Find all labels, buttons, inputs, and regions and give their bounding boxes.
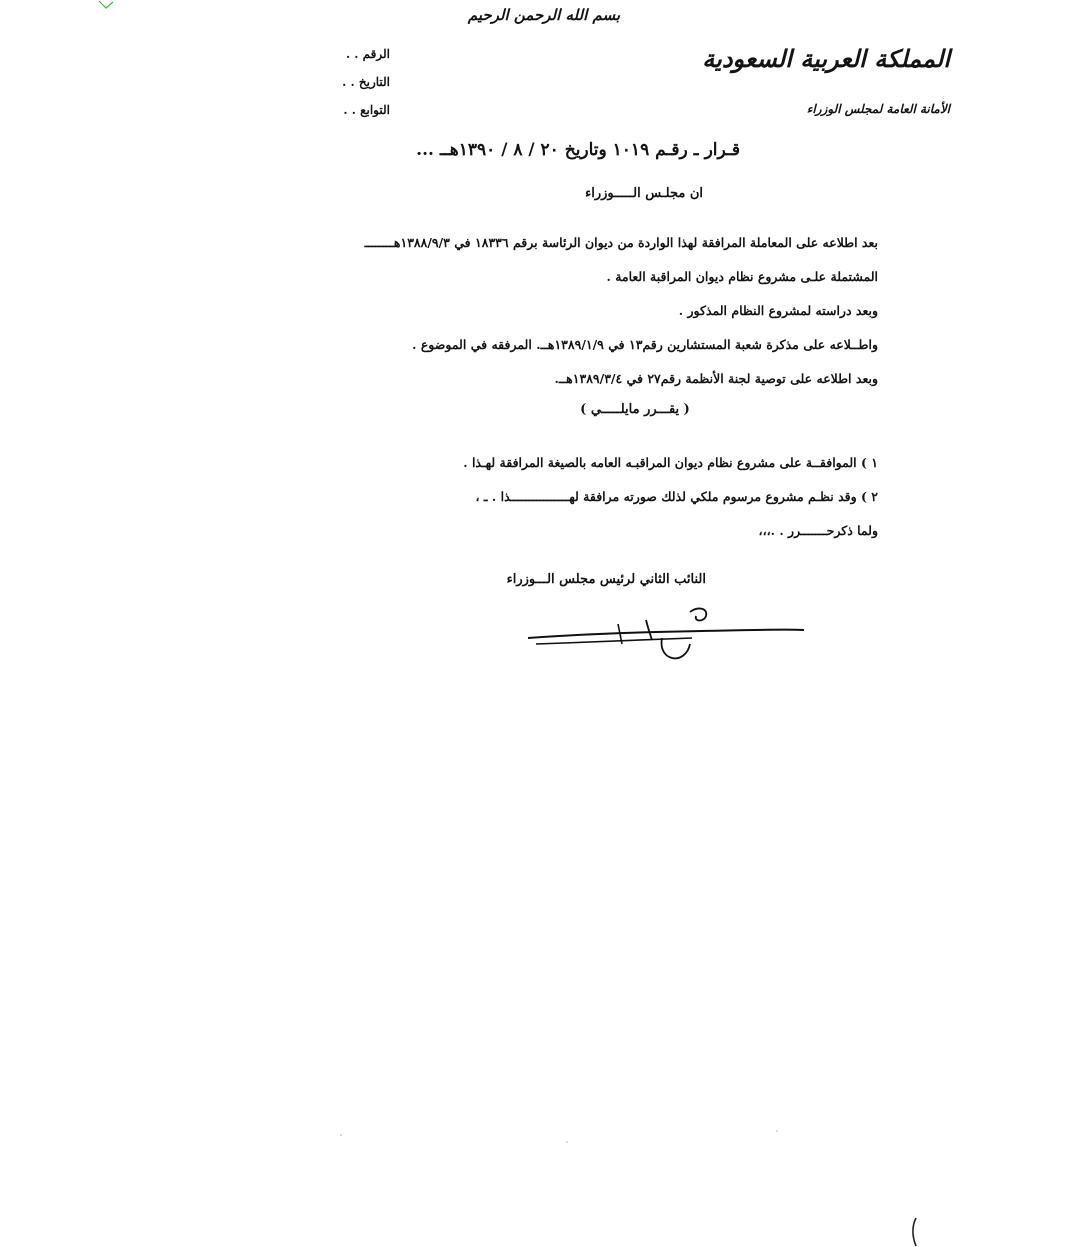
meta-attachments: التوابع . . — [343, 103, 390, 117]
resolves-heading: ( يقـــرر مايلـــــي ) — [580, 402, 690, 417]
scan-speck — [340, 1134, 342, 1136]
corner-mark — [98, 0, 114, 10]
scan-speck — [776, 1130, 778, 1132]
basmala: بسم الله الرحمن الرحيم — [467, 6, 620, 24]
handwritten-signature — [522, 598, 812, 668]
resolution-items — [298, 446, 878, 548]
scan-speck — [566, 1141, 568, 1143]
meta-number: الرقم . . — [345, 47, 390, 61]
preamble-line: بعد اطلاعه على المعاملة المرافقة لهذا الواردة من ديوان الرئاسة برقم ١٨٣٣٦ في ١٣٨٨/٩/٣هــــــــ — [364, 235, 878, 250]
page-edge-mark — [906, 1216, 926, 1247]
preamble — [148, 226, 878, 396]
secretariat-heading: الأمانة العامة لمجلس الوزراء — [806, 102, 950, 116]
resolution-item: ٢ ) وقد نظـم مشروع مرسوم ملكي لذلك صورته مرافقة لهــــــــــــــــذا . ـ ، — [475, 489, 878, 504]
preamble-line: واطــلاعه على مذكرة شعبة المستشارين رقم١٣ في ١٣٨٩/١/٩هــ. المرفقه في الموضوع . — [412, 337, 878, 352]
meta-date: التاريخ . . — [342, 75, 390, 89]
preamble-line: وبعد دراسته لمشروع النظام المذكور . — [678, 303, 878, 318]
preamble-line: المشتملة علـى مشروع نظام ديوان المراقبة العامة . — [606, 269, 878, 284]
closing-line: ولما ذكرحـــــــرر . .،،، — [758, 523, 878, 538]
signer-title: النائب الثاني لرئيس مجلس الـــوزراء — [506, 572, 706, 587]
resolution-item: ١ ) الموافقــة على مشروع نظام ديوان المراقبـه العامه بالصيغة المرافقة لهـذا . — [463, 455, 878, 470]
council-intro: ان مجلـس الـــــوزراء — [585, 186, 703, 201]
preamble-line: وبعد اطلاعه على توصية لجنة الأنظمة رقم٢٧ في ١٣٨٩/٣/٤هــ. — [554, 371, 878, 386]
document-meta — [300, 40, 390, 124]
kingdom-heading: المملكة العربية السعودية — [702, 44, 950, 73]
decision-number-line: قـرار ـ رقـم ١٠١٩ وتاريخ ٢٠ / ٨ / ١٣٩٠هــ ... — [416, 140, 740, 160]
